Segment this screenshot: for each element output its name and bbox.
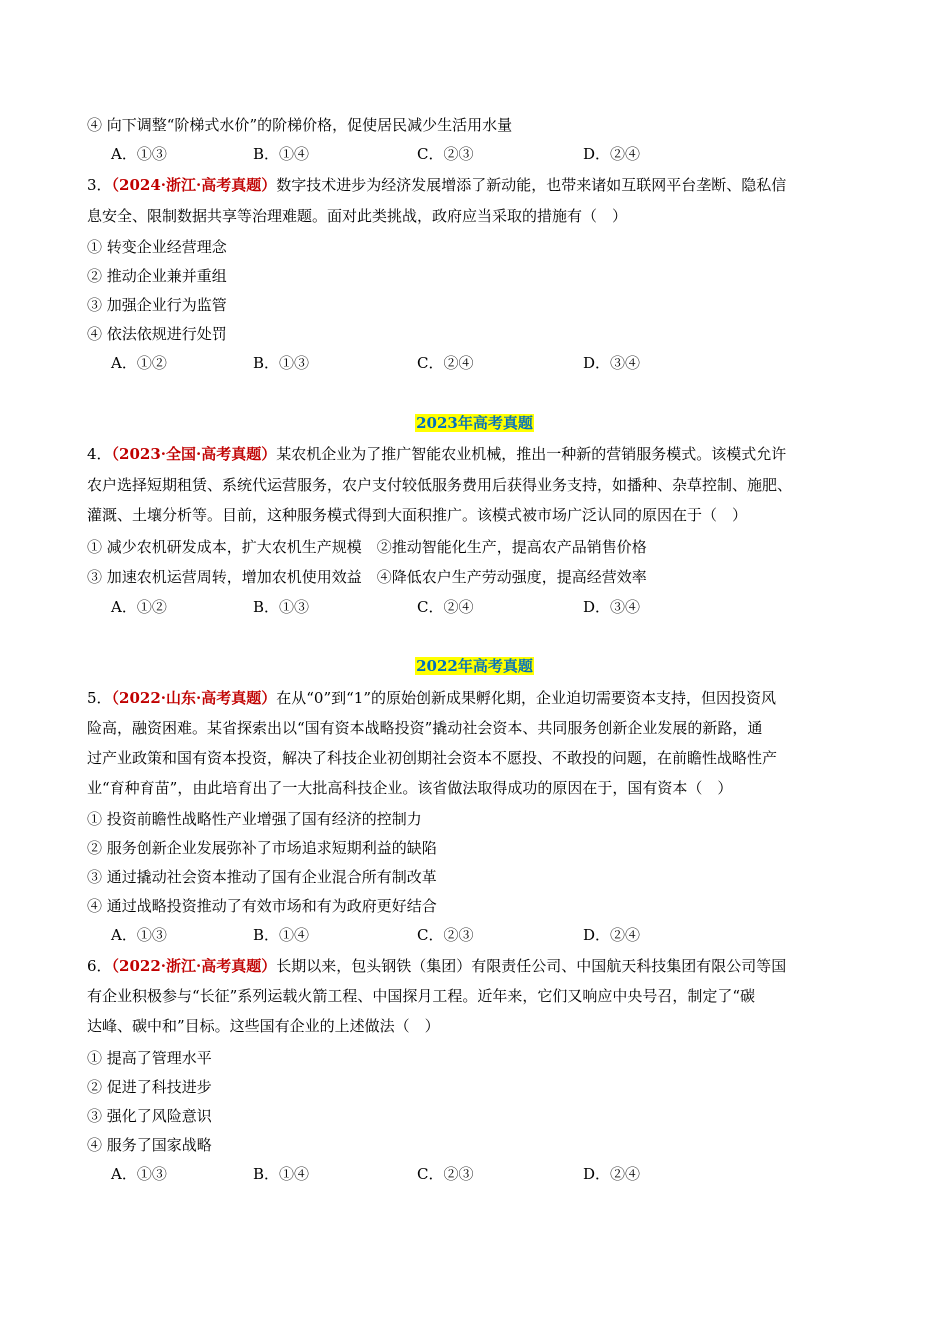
q6-item-4: ④ 服务了国家战略 [87, 1136, 212, 1154]
q4-option-a: A．①② [111, 598, 167, 616]
q4-stem-line-3: 灌溉、土壤分析等。目前，这种服务模式得到大面积推广。该模式被市场广泛认同的原因在于（ ） [87, 506, 748, 524]
q2-option-d: D．②④ [583, 145, 641, 163]
q5-item-2: ② 服务创新企业发展弥补了市场追求短期利益的缺陷 [87, 839, 437, 857]
q3-option-c: C．②④ [417, 354, 474, 372]
q5-stem-line-4: 业“育种育苗”，由此培育出了一大批高科技企业。该省做法取得成功的原因在于，国有资本（ ） [87, 779, 733, 797]
q5-source: （2022·山东·高考真题） [111, 689, 277, 707]
q6-option-a: A．①③ [111, 1165, 167, 1183]
q6-number: 6． [87, 957, 112, 975]
q6-option-c: C．②③ [417, 1165, 474, 1183]
q2-option-b: B．①④ [253, 145, 310, 163]
q4-item-row-1: ① 减少农机研发成本，扩大农机生产规模 ②推动智能化生产，提高农产品销售价格 [87, 538, 647, 556]
q4-stem-line-2: 农户选择短期租赁、系统代运营服务，农户支付较低服务费用后获得业务支持，如播种、杂草控制、施肥、 [87, 476, 793, 494]
q5-item-1: ① 投资前瞻性战略性产业增强了国有经济的控制力 [87, 810, 422, 828]
q3-item-1: ① 转变企业经营理念 [87, 238, 227, 256]
q4-number: 4． [87, 445, 112, 463]
q2-option-a: A．①③ [111, 145, 167, 163]
q6-stem-line-2: 有企业积极参与“长征”系列运载火箭工程、中国探月工程。近年来，它们又响应中央号召，制定了“碳 [87, 987, 756, 1005]
q5-option-a: A．①③ [111, 926, 167, 944]
q3-option-d: D．③④ [583, 354, 641, 372]
q6-item-3: ③ 强化了风险意识 [87, 1107, 212, 1125]
q3-number: 3． [87, 176, 112, 194]
q4-option-d: D．③④ [583, 598, 641, 616]
q5-option-d: D．②④ [583, 926, 641, 944]
q5-stem-line-2: 险高，融资困难。某省探索出以“国有资本战略投资”撬动社会资本、共同服务创新企业发展的新路，通 [87, 719, 763, 737]
q6-source: （2022·浙江·高考真题） [111, 957, 277, 975]
q5-item-3: ③ 通过撬动社会资本推动了国有企业混合所有制改革 [87, 868, 437, 886]
q5-stem-line-3: 过产业政策和国有资本投资，解决了科技企业初创期社会资本不愿投、不敢投的问题，在前瞻性战略性产 [87, 749, 778, 767]
q4-text-1: 某农机企业为了推广智能农业机械，推出一种新的营销服务模式。该模式允许 [276, 445, 787, 463]
q4-item-row-2: ③ 加速农机运营周转，增加农机使用效益 ④降低农户生产劳动强度，提高经营效率 [87, 568, 647, 586]
q5-option-b: B．①④ [253, 926, 310, 944]
q3-item-4: ④ 依法依规进行处罚 [87, 325, 227, 343]
q5-item-4: ④ 通过战略投资推动了有效市场和有为政府更好结合 [87, 897, 437, 915]
q6-option-b: B．①④ [253, 1165, 310, 1183]
section-heading-2022: 2022年高考真题 [416, 657, 533, 675]
q3-option-b: B．①③ [253, 354, 310, 372]
q3-item-2: ② 推动企业兼并重组 [87, 267, 227, 285]
q5-stem-line-1 [87, 688, 776, 708]
q6-text-1: 长期以来，包头钢铁（集团）有限责任公司、中国航天科技集团有限公司等国 [276, 957, 787, 975]
q3-text-1: 数字技术进步为经济发展增添了新动能，也带来诸如互联网平台垄断、隐私信 [276, 176, 787, 194]
q4-option-b: B．①③ [253, 598, 310, 616]
q6-stem-line-3: 达峰、碳中和”目标。这些国有企业的上述做法（ ） [87, 1017, 440, 1035]
q5-option-c: C．②③ [417, 926, 474, 944]
q6-item-2: ② 促进了科技进步 [87, 1078, 212, 1096]
q3-option-a: A．①② [111, 354, 167, 372]
q5-text-1: 在从“0”到“1”的原始创新成果孵化期，企业迫切需要资本支持，但因投资风 [276, 689, 777, 707]
q3-stem-line-1 [87, 175, 786, 195]
q4-option-c: C．②④ [417, 598, 474, 616]
section-heading-2023: 2023年高考真题 [416, 414, 533, 432]
q4-stem-line-1 [87, 444, 786, 464]
q2-option-c: C．②③ [417, 145, 474, 163]
q5-number: 5． [87, 689, 112, 707]
q3-item-3: ③ 加强企业行为监管 [87, 296, 227, 314]
q3-source: （2024·浙江·高考真题） [111, 176, 277, 194]
q6-stem-line-1 [87, 956, 786, 976]
q2-item-4: ④ 向下调整“阶梯式水价”的阶梯价格，促使居民减少生活用水量 [87, 116, 513, 134]
q4-source: （2023·全国·高考真题） [111, 445, 277, 463]
q3-stem-line-2: 息安全、限制数据共享等治理难题。面对此类挑战，政府应当采取的措施有（ ） [87, 207, 628, 225]
q6-option-d: D．②④ [583, 1165, 641, 1183]
q6-item-1: ① 提高了管理水平 [87, 1049, 212, 1067]
